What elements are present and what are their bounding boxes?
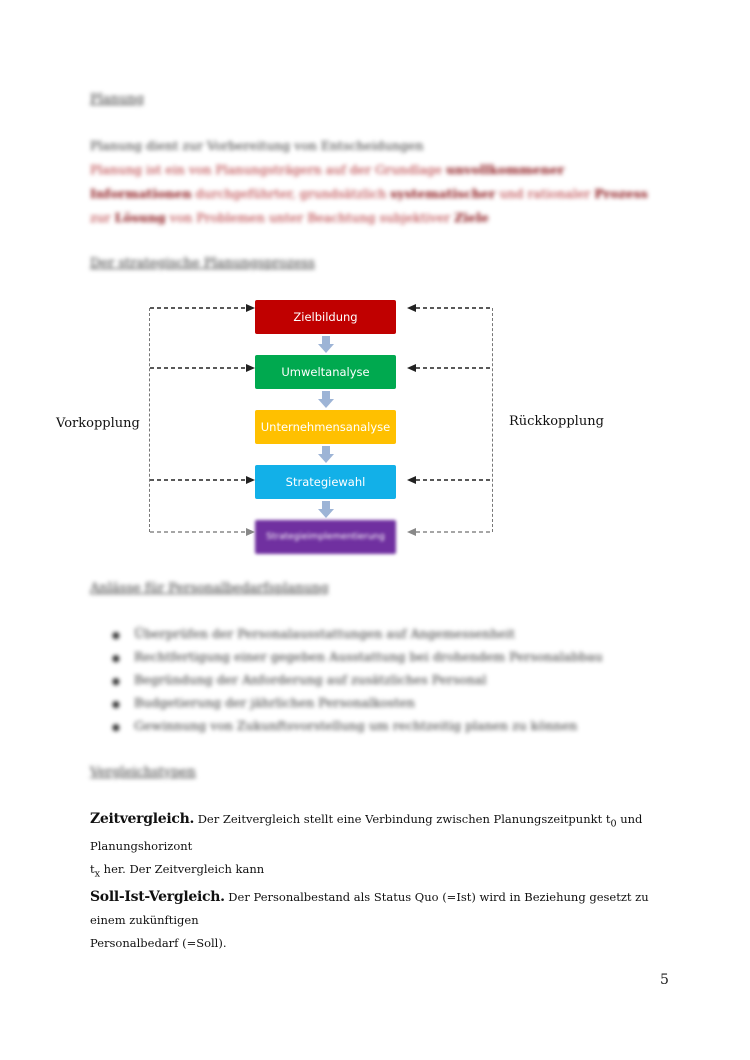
- step-strategiewahl: Strategiewahl: [255, 465, 396, 499]
- def-part4: zur: [90, 210, 115, 225]
- soll-ist-title: Soll-Ist-Vergleich.: [90, 888, 225, 905]
- rueckkopplung-label: Rückkopplung: [509, 414, 604, 429]
- vorkopplung-label: Vorkopplung: [56, 416, 140, 431]
- soll-ist-line1: [90, 886, 680, 932]
- soll-ist-line2: Personalbedarf (=Soll).: [90, 935, 227, 950]
- def-part3: und rationaler: [495, 186, 595, 201]
- def-bold5: Ziele: [454, 210, 489, 225]
- step-zielbildung: Zielbildung: [255, 300, 396, 334]
- process-heading: Der strategische Planungsprozess: [90, 256, 315, 271]
- def-part5: von Problemen unter Beachtung subjektiver: [165, 210, 455, 225]
- down-arrow: [318, 336, 334, 353]
- def-bold4: Lösung: [114, 210, 166, 225]
- list-item: ● Überprüfen der Personalausstattungen auf Angemessenheit: [112, 622, 672, 645]
- comparison-text: [90, 808, 680, 955]
- planning-line1: Planung dient zur Vorbereitung von Entscheidungen: [90, 138, 424, 153]
- soll-ist-text1: Der Personalbestand als Status Quo (=Ist) wird in Beziehung gesetzt zu einem zukünftigen: [90, 889, 649, 927]
- def-bold3: Prozess: [594, 186, 648, 201]
- list-item: ● Begründung der Anforderung auf zusätzliches Personal: [112, 668, 672, 691]
- page-number: 5: [660, 972, 669, 988]
- rueckkopplung-arrows: [404, 303, 496, 538]
- step-umweltanalyse: Umweltanalyse: [255, 355, 396, 389]
- def-part2: durchgeführter, grundsätzlich: [191, 186, 391, 201]
- comparison-heading: Vergleichstypen: [90, 765, 196, 780]
- def-bold1: unvollkommener Informationen: [90, 162, 565, 201]
- def-bold2: systematischer: [390, 186, 496, 201]
- tasks-list: [112, 622, 672, 737]
- zeitvergleich-title: Zeitvergleich.: [90, 811, 195, 827]
- zeitvergleich-text3: her. Der Zeitvergleich kann: [100, 862, 265, 877]
- planning-heading: Planung: [90, 92, 145, 107]
- tx-subscript: x: [94, 868, 101, 880]
- zeitvergleich-text2: und Planungshorizont: [90, 812, 643, 854]
- tx-symbol: t: [90, 862, 95, 877]
- step-unternehmensanalyse: Unternehmensanalyse: [255, 410, 396, 444]
- down-arrow: [318, 501, 334, 518]
- down-arrow: [318, 446, 334, 463]
- t0-subscript: 0: [610, 818, 617, 830]
- tasks-heading: Anlässe für Personalbedarfsplanung: [90, 581, 329, 596]
- zeitvergleich-text1: Der Zeitvergleich stellt eine Verbindung zwischen Planungszeitpunkt t: [194, 812, 611, 826]
- def-part1: Planung ist ein von Planungsträgern auf der Grundlage: [90, 162, 447, 177]
- vorkopplung-arrows: [148, 303, 258, 538]
- down-arrow: [318, 391, 334, 408]
- zeitvergleich-line1: [90, 808, 680, 858]
- step-strategieimplementierung: Strategieimplementierung: [255, 520, 396, 554]
- list-item: ● Budgetierung der jährlichen Personalkosten: [112, 691, 672, 714]
- list-item: ● Gewinnung von Zukunftsvorstellung um rechtzeitig planen zu können: [112, 714, 672, 737]
- list-item: ● Rechtfertigung einer gegeben Ausstattung bei drohendem Personalabbau: [112, 645, 672, 668]
- zeitvergleich-line2: [90, 858, 680, 885]
